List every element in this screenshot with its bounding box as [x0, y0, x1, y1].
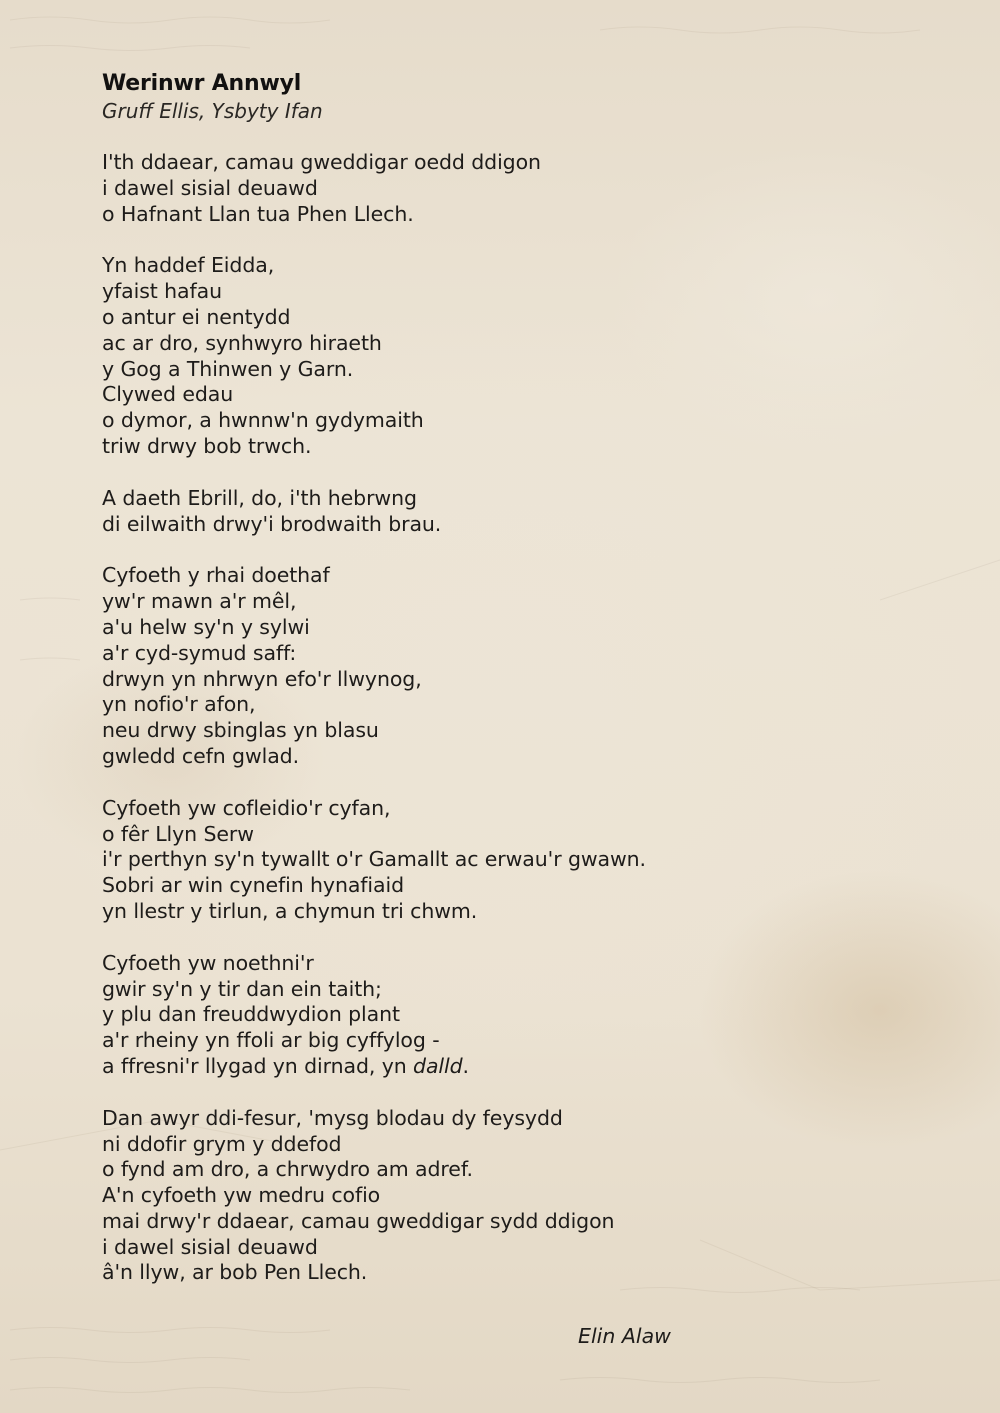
poem-line: o Hafnant Llan tua Phen Llech. [102, 201, 414, 226]
poem-line-text: a ffresni'r llygad yn dirnad, yn [102, 1053, 414, 1078]
poem-line: o fêr Llyn Serw [102, 821, 254, 846]
poem-line: o fynd am dro, a chrwydro am adref. [102, 1157, 473, 1182]
poem-line: Sobri ar win cynefin hynafiaid [102, 873, 404, 898]
stanza-5 [102, 796, 722, 925]
poem-line: di eilwaith drwy'i brodwaith brau. [102, 511, 442, 536]
poem-line-mixed [102, 1054, 722, 1080]
poem-line: a'r rheiny yn ffoli ar big cyffylog - [102, 1028, 440, 1053]
poem-line-punctuation: . [462, 1053, 469, 1078]
poem-author: Elin Alaw [578, 1324, 671, 1348]
stanza-3 [102, 486, 722, 538]
stanza-7 [102, 1106, 722, 1287]
poem-line: o dymor, a hwnnw'n gydymaith [102, 408, 424, 433]
poem-line: mai drwy'r ddaear, camau gweddigar sydd ddigon [102, 1208, 615, 1233]
poem-line: â'n llyw, ar bob Pen Llech. [102, 1260, 368, 1285]
poem-line: ac ar dro, synhwyro hiraeth [102, 330, 382, 355]
poem-line: A daeth Ebrill, do, i'th hebrwng [102, 485, 417, 510]
poem-line: i dawel sisial deuawd [102, 1234, 318, 1259]
poem-line: a'r cyd-symud saff: [102, 640, 297, 665]
poem-line: yfaist hafau [102, 279, 222, 304]
poem-page [102, 70, 722, 1312]
poem-line: ni ddofir grym y ddefod [102, 1131, 342, 1156]
poem-line: gwledd cefn gwlad. [102, 743, 300, 768]
poem-line: Cyfoeth yw noethni'r [102, 950, 314, 975]
poem-line: i dawel sisial deuawd [102, 175, 318, 200]
poem-line: drwyn yn nhrwyn efo'r llwynog, [102, 666, 422, 691]
poem-line: Clywed edau [102, 382, 234, 407]
poem-line: neu drwy sbinglas yn blasu [102, 718, 379, 743]
poem-line: a'u helw sy'n y sylwi [102, 614, 310, 639]
poem-title: Werinwr Annwyl [102, 71, 302, 96]
poem-subtitle: Gruff Ellis, Ysbyty Ifan [102, 99, 323, 123]
poem-line: y plu dan freuddwydion plant [102, 1002, 400, 1027]
poem-line: i'r perthyn sy'n tywallt o'r Gamallt ac erwau'r gwawn. [102, 847, 646, 872]
poem-line: triw drwy bob trwch. [102, 433, 312, 458]
poem-line: Yn haddef Eidda, [102, 253, 275, 278]
poem-line: Cyfoeth y rhai doethaf [102, 563, 330, 588]
poem-line: yn nofio'r afon, [102, 692, 256, 717]
poem-line: Dan awyr ddi-fesur, 'mysg blodau dy feysydd [102, 1105, 563, 1130]
poem-line: y Gog a Thinwen y Garn. [102, 356, 354, 381]
poem-line: A'n cyfoeth yw medru cofio [102, 1183, 381, 1208]
poem-line: I'th ddaear, camau gweddigar oedd ddigon [102, 150, 541, 174]
stanza-4 [102, 563, 722, 769]
poem-line: yw'r mawn a'r mêl, [102, 589, 297, 614]
poem-line: Cyfoeth yw cofleidio'r cyfan, [102, 795, 391, 820]
poem-line: yn llestr y tirlun, a chymun tri chwm. [102, 898, 478, 923]
stanza-6 [102, 951, 722, 1080]
poem-line: gwir sy'n y tir dan ein taith; [102, 976, 382, 1001]
poem-italic-word: dalld [413, 1053, 463, 1078]
stanza-2 [102, 253, 722, 459]
stanza-1 [102, 150, 722, 227]
poem-line: o antur ei nentydd [102, 304, 291, 329]
